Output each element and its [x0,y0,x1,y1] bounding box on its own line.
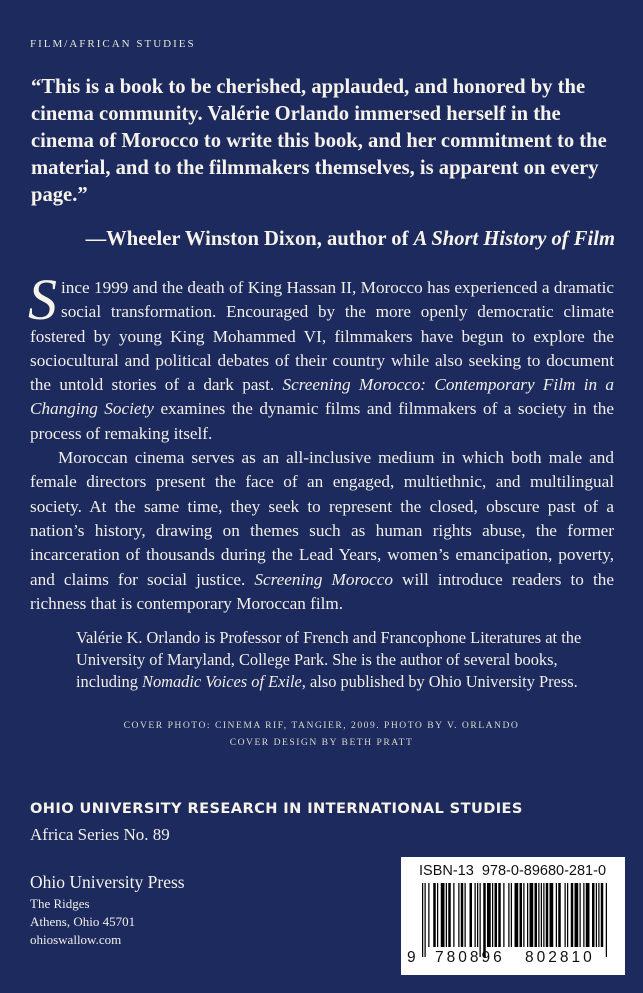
address-line-1: The Ridges [30,896,90,911]
barcode-digit-first: 9 [407,949,416,966]
barcode-bar [448,883,451,947]
address-line-2: Athens, Ohio 45701 [30,914,136,929]
description-paragraph-1 [28,267,614,446]
barcode-bar [465,883,466,947]
barcode-bar [480,883,481,957]
barcode-bar [508,883,509,947]
cover-photo-credit: COVER PHOTO: CINEMA RIF, TANGIER, 2009. PHOTO BY V. ORLANDO [123,720,520,731]
barcode-bar [583,883,584,947]
barcode-bar [601,883,604,947]
barcode-digits-right: 802810 [525,949,595,966]
description-p2-book-title: Screening Morocco [254,569,393,589]
barcode-bar [453,883,454,947]
isbn-barcode [401,857,625,975]
description-p2-text-a: Moroccan cinema serves as an all-inclusive medium in which both male and female directors present the face of an engaged, multiethnic, and multilingual society. At the same time, they seek to represent the closed, obscure past of a nation’s history, drawing on themes such as human rights abuse, the former incarceration of thousands during the Lead Years, women’s emancipation, poverty, and claims for social justice. [30,448,614,589]
barcode-bar [503,883,504,947]
barcode-bar [523,883,524,947]
drop-cap: S [28,267,57,332]
bio-book-title: Nomadic Voices of Exile, [142,672,306,691]
barcode-bar [515,883,519,947]
barcode-bar [580,883,581,947]
publisher-name: Ohio University Press [30,872,185,892]
barcode-bar [425,883,426,957]
cover-credits [0,717,643,751]
barcode-bar [458,883,459,947]
barcode-bar [596,883,597,947]
series-title: OHIO UNIVERSITY RESEARCH IN INTERNATIONAL STUDIES [30,800,523,817]
description-p1-book-title: Screening Morocco: Contemporary Film in a Changing Society [30,375,614,419]
bio-text-a: Valérie K. Orlando is Professor of French and Francophone Literatures at the University of Maryland, College Park. She is the author of several books, including [76,628,582,691]
barcode-bar [475,883,476,947]
barcode-bars [422,883,612,957]
barcode-bar [565,883,566,947]
barcode-bar [441,883,445,947]
barcode-bar [575,883,579,947]
cover-design-credit: COVER DESIGN BY BETH PRATT [229,737,414,748]
barcode-bar [433,883,436,947]
barcode-bar [470,883,473,947]
barcode-bar [530,883,534,947]
barcode-bar [592,883,595,947]
barcode-bar [483,883,486,957]
barcode-bar [606,883,607,957]
bio-text-b: also published by Ohio University Press. [305,672,578,691]
series-number: Africa Series No. 89 [30,825,170,844]
barcode-bar [437,883,438,947]
barcode-bar [556,883,557,947]
description-p1-text-a: ince 1999 and the death of King Hassan II, Morocco has experienced a dramatic social transformation. Encouraged by the more openly democratic climate fostered by young King Mohammed VI, filmmakers have begun to explore the sociocultural and political debates of their country while also seeking to document the untold stories of a dark past. [30,278,614,395]
barcode-bar [461,883,464,947]
barcode-bar [567,883,568,947]
barcode-bar [477,883,478,947]
barcode-bar [422,883,423,957]
barcode-bar [538,883,539,947]
barcode-bar [546,883,549,947]
barcode-bar [495,883,498,947]
barcode-bar [558,883,561,947]
barcode-bar [598,883,599,947]
barcode-bar [446,883,447,947]
barcode-bar [498,883,501,947]
barcode-bar [487,883,491,947]
barcode-bar [586,883,590,947]
attribution-book-title: A Short History of Film [413,228,615,250]
blurb-quote: “This is a book to be cherished, applauded, and honored by the cinema community. Valérie Orlando immersed herself in the cinema of Morocco to write this book, and her commitment to the material, and to the filmmakers themselves, is apparent on every page.” [31,76,607,206]
barcode-bar [520,883,523,947]
barcode-bar [571,883,574,947]
description-p2-text-b: will introduce readers to the richness that is contemporary Moroccan film. [30,569,614,613]
author-bio [76,627,621,693]
isbn-label: ISBN-13 978-0-89680-281-0 [419,863,607,879]
barcode-bar [527,883,528,947]
description-paragraph-2 [30,446,614,616]
barcode-bar [543,883,544,947]
barcode-bar [492,883,493,947]
barcode-bar [541,883,542,947]
barcode-bar [550,883,554,947]
book-description [28,267,614,616]
attribution-author: —Wheeler Winston Dixon, author of [85,228,414,250]
barcode-digits-left: 780896 [435,949,505,966]
barcode-bar [535,883,538,947]
barcode-bar [511,883,512,947]
publisher-website: ohioswallow.com [30,932,122,947]
category-label: FILM/AFRICAN STUDIES [30,38,196,50]
publisher-address [30,895,135,949]
blurb-attribution [86,228,615,251]
description-p1-text-b: examines the dynamic films and filmmakers of a society in the process of remaking itself. [30,399,614,443]
barcode-bar [428,883,429,947]
